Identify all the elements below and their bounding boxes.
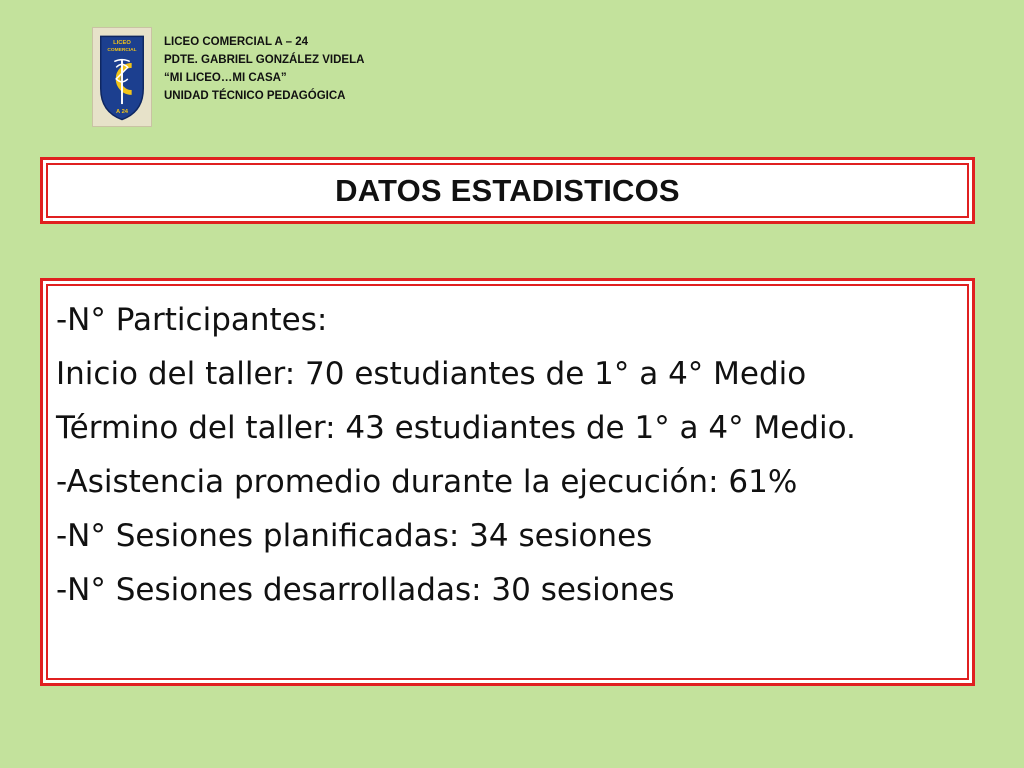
school-name: LICEO COMERCIAL A – 24 — [164, 36, 308, 48]
attendance-line: -Asistencia promedio durante la ejecución: 61% — [56, 464, 798, 500]
title-box-inner-border — [46, 163, 969, 218]
participants-heading: -N° Participantes: — [56, 302, 328, 338]
title-box — [40, 157, 975, 224]
workshop-start-line: Inicio del taller: 70 estudiantes de 1° a 4° Medio — [56, 356, 807, 392]
school-logo — [92, 27, 152, 127]
completed-sessions-line: -N° Sesiones desarrolladas: 30 sesiones — [56, 572, 675, 608]
school-unit: UNIDAD TÉCNICO PEDAGÓGICA — [164, 90, 346, 102]
school-crest-icon — [93, 28, 151, 126]
logo-text-mid: COMERCIAL — [107, 47, 137, 53]
school-header — [164, 33, 364, 105]
workshop-end-line: Término del taller: 43 estudiantes de 1° a 4° Medio. — [56, 410, 856, 446]
logo-text-top: LICEO — [113, 40, 131, 47]
school-patron: PDTE. GABRIEL GONZÁLEZ VIDELA — [164, 54, 365, 66]
page-title: DATOS ESTADISTICOS — [335, 172, 680, 208]
school-motto: “MI LICEO…MI CASA” — [164, 72, 287, 84]
planned-sessions-line: -N° Sesiones planificadas: 34 sesiones — [56, 518, 653, 554]
logo-text-bottom: A 24 — [115, 108, 129, 115]
statistics-text — [56, 293, 946, 617]
statistics-box — [40, 278, 975, 686]
